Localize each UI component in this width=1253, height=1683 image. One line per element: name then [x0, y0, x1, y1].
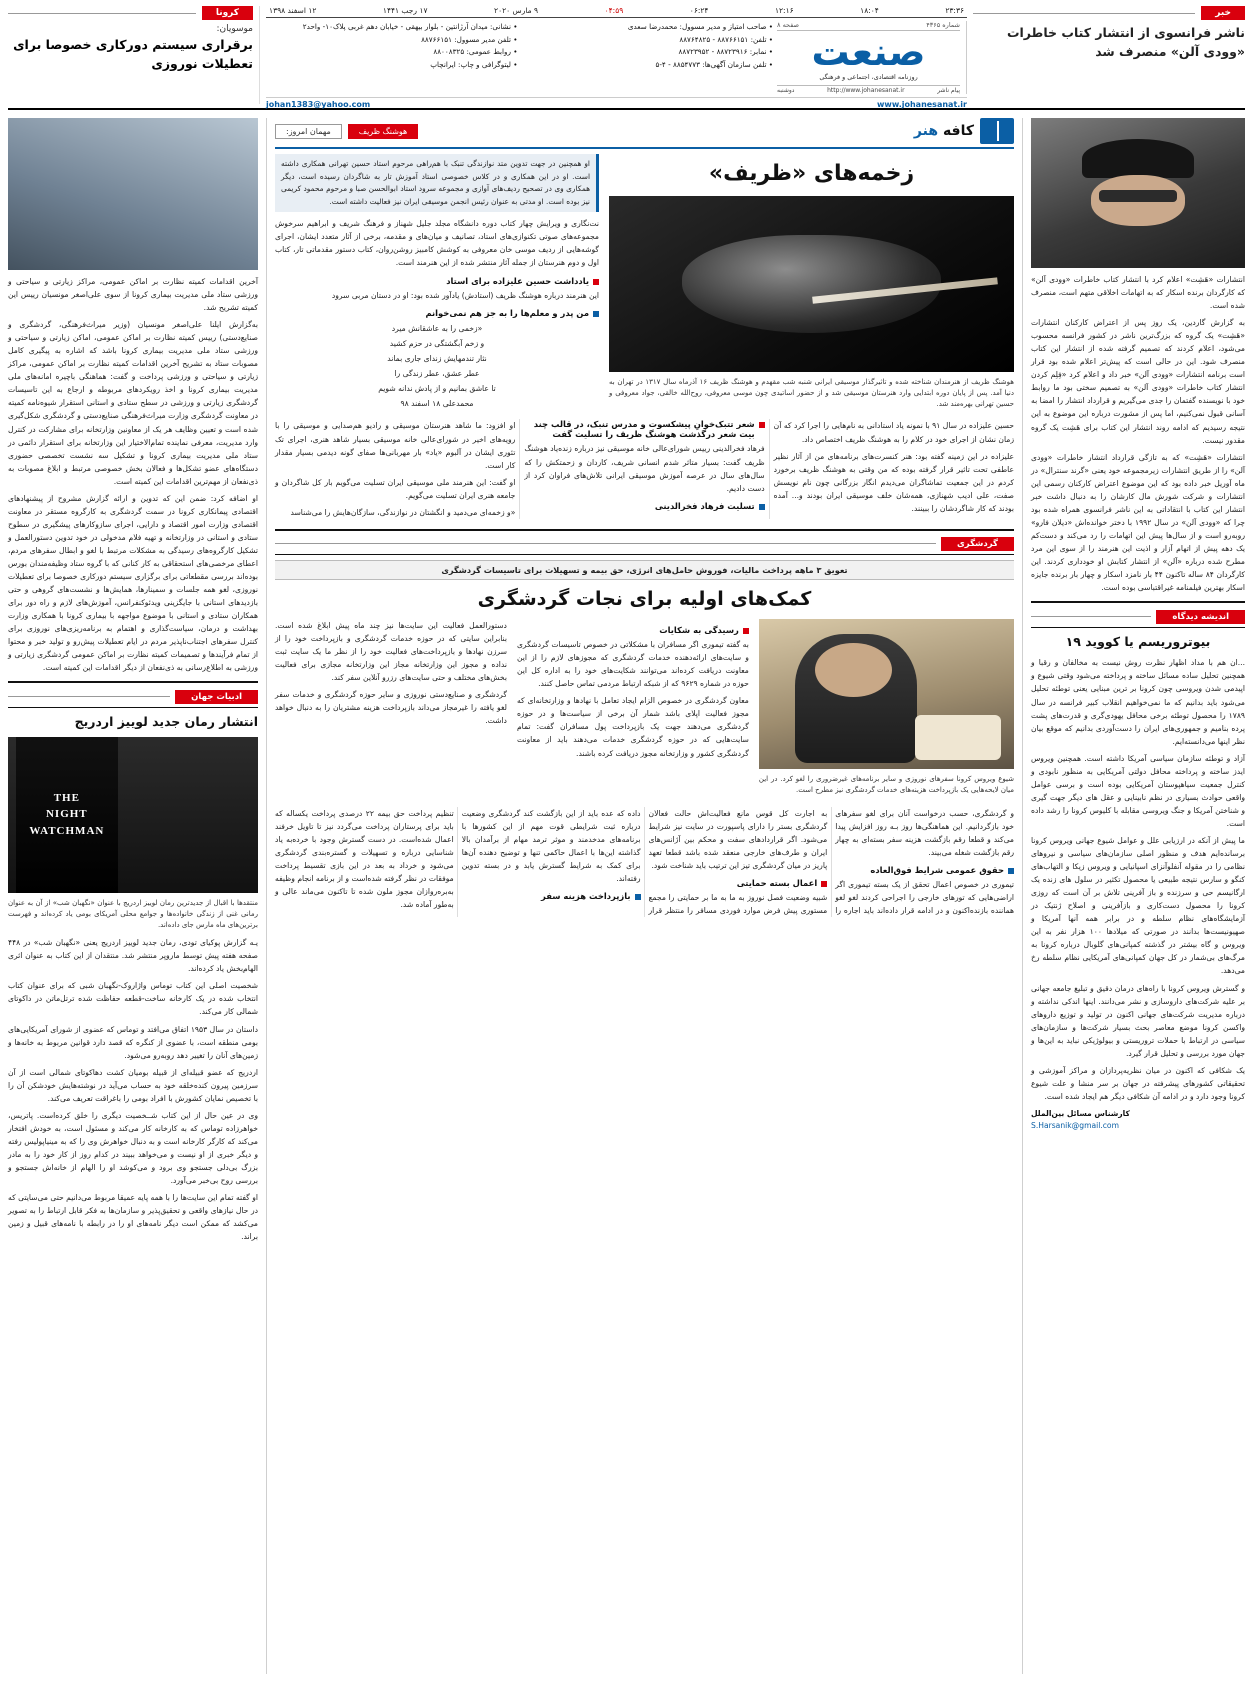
- email-address[interactable]: johan1383@yahoo.com: [266, 99, 371, 109]
- poem-line-2: و زخم آبگشتگی در حزم کشید: [389, 338, 485, 348]
- divider: [8, 13, 196, 14]
- opinion-headline: بیوتروریسم یا کووید ۱۹: [1065, 633, 1211, 649]
- photo-woody-allen: [1031, 118, 1245, 268]
- lit-p3: داستان در سال ۱۹۵۳ اتفاق می‌افتد و توماس که عضوی از شورای آمریکایی‌های بومی منطقه است، با عضوی از کنگره که قصد دارد قوانین مربوط به خانه‌ها و زمین‌های آنان را تغییر دهد روبه‌رو می‌شود.: [8, 1024, 258, 1060]
- website-url[interactable]: www.johanesanat.ir: [877, 99, 967, 109]
- tourism-c2: گردشگری و صنایع‌دستی نوروزی و سایر حوزه گردشگری و خدمات سفر لغو یافته را غیرمجاز می‌داند بازپرداخت هزینه مشتریان را به دنبال خواهد داشت.: [275, 690, 507, 726]
- guest-chip: هوشنگ ظریف: [348, 124, 418, 139]
- divider: [1031, 616, 1151, 617]
- issue-label: شماره ۴۳۶۵: [926, 21, 960, 29]
- divider: [266, 118, 267, 1674]
- lit-headline: انتشار رمان جدید لوییز اردریج: [74, 713, 258, 729]
- woody-p1: انتشارات «هَشِت» اعلام کرد با انتشار کتاب خاطرات «وودی آلن» که کارگردان برنده اسکار که به اتهامات اخلاقی متهم است، منصرف شده است.: [1031, 275, 1245, 311]
- masthead-info: [266, 21, 967, 94]
- contact-owner: • صاحب امتیاز و مدیر مسوول: محمدرضا سعدی: [627, 22, 773, 31]
- tourism-head-2-text: حقوق عمومی شرایط فوق‌العاده: [870, 864, 1004, 875]
- divider: [8, 696, 170, 697]
- guest-label: مهمان امروز:: [275, 124, 342, 139]
- prayer-sahar: ۰۴:۵۹: [604, 6, 624, 15]
- tourism-b1: و گردشگری، حسب درخواست آنان برای لغو سفرهای خود بازگردانیم. این هماهنگی‌ها روز بـه روز افزایش پیدا می‌کند و قطعا رقم بازگشت هزینه سفر بسته‌ای به چهار رقم بازگشت شغله می‌بیند.: [835, 808, 1014, 857]
- art-head-1-text: یادداشت حسین علیزاده برای استاد: [446, 275, 589, 286]
- section-tourism: [275, 537, 1014, 555]
- poem-line-3: نثار تندمهایش زندای جاری بماند: [387, 353, 487, 363]
- art-photo-col: [609, 154, 1014, 415]
- opinion-p3: ما پیش از آنکه در ارزیابی علل و عوامل شیوع جهانی ویروس کرونا برسانده‌ایم هدف و منظور اصلی سازمان‌های سیاسی و نیروهای نظامی را در مقوله آنفلوآنزای اسپانیایی و ویروس زیکا و التهاب‌های کنگو و سارس نتیجه طبیعی یا محصول تکثیر در سلول های زنده یک ارگانیسم حی و سرزنده و باز آفرینی تلاش بر آن است که روزی کرونا را محصول دست‌کاری و بازآفرینی و اصلاح ژنتیک در آزمایشگاه‌های نظام سلطه و در برابر همه آنها آمریکا و صهیونیست‌ها بدانند در صورتی که میلادها ۱۰۰ هزار نفر به این ویروس و گاه بیشتر در گذشته کمپانی‌های گلوبال درباره کرونا به مرگ‌های بی‌شمار در کل جهان کمپانی‌های آمریکایی نظام سلطه رخ می‌دهد.: [1031, 835, 1245, 976]
- square-bullet-icon: [759, 422, 765, 428]
- tourism-head-3-text: اعمال بسته حمایتی: [736, 877, 818, 888]
- lit-p1: یـه گزارش پوکیای تودی، رمان جدید لوییز اردریج یعنی «نگهبان شب» در ۴۴۸ صفحه هفته پیش توسط ماروپر منتشر شد. منتقدان از این کتاب به عنوان اثری الهام‌بخش یاد کرده‌اند.: [8, 938, 258, 974]
- art-p3: علیزاده در این زمینه گفته بود: هنر کنسرت‌های برنامه‌های من از آثار نظیر عاطفی تحت تاثیر قرار گرفته بوده که من وقتی به هوشنگ ظریف برخورد کردم در این جمعیت تماشاگران می‌دیدم انگار بزرگانی چون نام نویسش صفت، علی ادیب شهنازی، همه‌شان خلف موسیقی ایران بودند و... آمده بودند که کار شاگردشان را ببینند.: [773, 451, 1014, 513]
- tourism-lower-cols: [275, 807, 1014, 917]
- art-close-3: او گفت: این هنرمند ملی موسیقی ایران تسلیت می‌گویم بار کل شاگردان و جامعه هنری ایران تسلیت می‌گویم.: [275, 477, 516, 500]
- tourism-strip: تعویق ۳ ماهه پرداخت مالیات، فوروش حامل‌های انرژی، حق بیمه و تسهیلات برای تاسیسات گردشگری: [275, 560, 1014, 580]
- opinion-p2: آزاد و توطئه سازمان سیاسی آمریکا داشته است. همچنین ویروس ایدز ساخته و پرداخته محافل دولتی آمریکایی به منظور نابودی و کنترل جمعیت سیاهپوستان آمریکایی بوده است و برسی عوامل واقعی حوادث بسیاری در نظم نابینایی و عقل های دیگر جهت گیری و شناختن آمریکا و جنگ ویروسی مقابله با کلیوس کرونا را رشد داده است.: [1031, 753, 1245, 828]
- art-intro: او همچنین در جهت تدوین متد نوازندگی تنبک با هم‌راهی مرحوم استاد حسین تهرانی همکاری داشته است. او در این همکاری و در کلاس خصوصی استاد آموزش تار به شاگردان رسیده است، دیگر همکاری وی در تصحیح ردیف‌های آوازی و مجموعه سرود استاد ابوالحسن صبا و مرحوم محمود کریمی نیز بوده است. او مدتی به عنوان رئیس انجمن موسیقی ایران نیز فعالیت داشته است.: [275, 154, 599, 212]
- art-head-2-text: من پدر و معلم‌ها را به جز هم نمی‌خوانم: [425, 307, 589, 318]
- photo-zarif-tar: [609, 196, 1014, 372]
- paper-name: صنعت: [811, 30, 926, 74]
- art-p2: حسین علیزاده در سال ۹۱ با نمونه یاد استادانی به نام‌هایی را اجرا کرد که آن زمان نشان از اجرای خود در کلام را به هوشنگ ظریف اختصاص داد.: [773, 421, 1014, 444]
- poem-line-5: تا عاشق بمانیم و از پادش ندانه شویم: [378, 384, 496, 394]
- tourism-tag: گردشگری: [941, 537, 1014, 551]
- tourism-b2: تیموری در خصوص اعمال تحقق از یک بسته تیموری اگر اراضی‌هایی که تورهای خارجی را اجراحی کردند لغو لغو هماننده بازنده‌اکنون و در ادامه قرار داده‌اند باید اجاره را به اجارت کل قوس مانع فعالیت‌اش حالت فعالان گردشگری بستر را دارای پاسپورت در سایت نیز شرایط می‌شود. اگر قراردادهای سفت و محکم بین آژانس‌های ایران و طرف‌های خارجی منعقد شده باشد قطعا تعهد پاریز در میان گردشگری تیز این ترتیب باید شناخت شود.: [648, 808, 1014, 915]
- contact-director: • تلفن مدیر مسوول: ۸۸۷۶۶۱۵۱: [421, 34, 518, 44]
- divider: [973, 13, 1195, 14]
- section-world-lit: [8, 690, 258, 708]
- woody-p2: به گزارش گاردین، یک روز پس از اعتراض کارکنان انتشارات «هَشِت» یک گروه که بزرگ‌ترین ناشر در کشور فرانسه محسوب می‌شود، اعلام کردند که تصمیم گرفته شده از انتشار این کتاب منصرف شود. این در حالی است که پیش‌تر اعلام شده بود قرار است برنامه انتشارات «وودی آلن» خبر داد و اعلام کرد «فِلِم کردن انتشار کتاب خاطرات «وودی آلن» به تصمیم سختی بود ما روابط خود با نویسنده گفتمان را جدی می‌گیریم و قرارداد انتشار را امضا به آسانی قبول نمی‌کنیم، اما پس از مشورت درباره این موضوع به این نتیجه رسیدیم که ادامه روند انتشار این کتاب برای هَشِت یک گروه مقدور نیست.: [1031, 318, 1245, 445]
- square-bullet-icon: [593, 279, 599, 285]
- square-bullet-icon: [743, 628, 749, 634]
- label-cafe: کافه: [942, 123, 974, 139]
- square-bullet-icon: [593, 311, 599, 317]
- square-bullet-icon: [635, 894, 641, 900]
- brand-left: پیام ناشر: [937, 86, 960, 94]
- tourism-top-row: [275, 619, 1014, 801]
- prayer-noon: ۱۲:۱۶: [774, 6, 794, 15]
- opinion-p4: و گسترش ویروس کرونا با راه‌های درمان دقیق و تبلیغ جامعه جهانی بر علیه شرکت‌های داروسازی و نشر می‌دانند. اینها اندکی نداشته و درباره مدیریت شرکت‌های جهانی اکنون در تولید و توزیع داروهای واکسن کرونا موضع معاصر بحث بسیار شرکت‌ها و سازمان‌های سیاسی در ارتباط با حملات تروریستی و بیولوژیکی نباید به این‌ها و جهان مورد بررسی و تحلیل قرار گیرد.: [1031, 983, 1245, 1058]
- tourism-head-2: [835, 865, 1014, 875]
- left-p3: او اضافه کرد: ضمن این که تدوین و ارائه گزارش مشروح از پیشنهادهای اقتصادی پیمانکاری کرونا در سمت گردشگری به کارگروه مستقر در معاونت اقتصادی وزارت امور اقتصاد و دارایی، اجرای سازوکارهای پیشگیری در سطوح ستادی و استانی در وزارتخانه و تهیه فلام مدخولی در خود تدوین دستورالعمل و تشکیل کارگروه‌های رسیدگی به مشکلات مرتبط با لغو و ابطال سفرهای مردم، اعطای مرخصی‌های استحقاقی به کار کنانی که با گروه ستاد وظیفه‌مندان بورس بوده‌اند بررسی مقطعاتی برای برگزاری سیستم دورکاری خصوصا برای تعطیلات نوروزی، لغو همه جلسات و سمینارها، همایش‌ها و نشست‌های گروهی و حتی بازدیدهای استانی با جایگزینی ویدئوکنفرانس، آموزش‌های لازم و راه دور برای همکاران ستادی و استانی با موضوع مواجهه با بیماری کرونا با همکاری وزارت بهداشت و درمان، سیاست‌گذاری و اهتمام به برنامه‌ریزی‌های نوروزی برای کنترل سفرهای اجتناب‌ناپذیر مردم در ایام تعطیلات پیش‌رو و تولید خبر و محتوا از تمام فرآیندها و تصمیمات کمیته نظارت بر اماکن عمومی گردشگری زیارتی و ورزشی به اطلاع‌رسانی به ذی‌نفعان از دیگر اقدامات این کمیته است.: [8, 493, 258, 673]
- lit-p4: اردریج که عضو قبیله‌ای از قبیله بومیان کشت دهاکوتای شمالی است از آن سرزمین پیرون کنده‌خلقه خود به حساب می‌آید در نوشته‌هایش خودشکن آن را با تخصیص نمایان کشورش با افراد بومی را باغراقت تعریف می‌کند.: [8, 1067, 258, 1103]
- contact-print: • لیتوگرافی و چاپ: ایرانچاپ: [430, 59, 518, 69]
- contact-col-2: [266, 21, 522, 71]
- tourism-headline: کمک‌های اولیه برای نجات گردشگری: [477, 587, 812, 610]
- label-art: هنر: [913, 123, 939, 139]
- divider: [275, 529, 1014, 531]
- photo-mousavian: [8, 118, 258, 270]
- poem-line-4: عطر عشق، عطر زندگی را: [394, 369, 480, 379]
- square-bullet-icon: [759, 504, 765, 510]
- lit-p5: وی در عین حال از این کتاب شــخصیت دیگری را خلق کرده‌است. پاتریس، خواهرزاده توماس که به کارخانه کار می‌کند و مسئول است، به خودش افتخار می‌کند که کارگر کارخانه است و به دنبال خواهرش وی را که به مینیاپولیس رفته و دیگر خبری از او نیست و می‌خواهد ببیند در کدام روز از کار خود را به مادر بزرگ بی‌دلی جستجو وی برود و می‌کوشد او را الهام از خانه‌اش جستجو و بررسی روح بی‌خبر می‌آورد.: [8, 1110, 258, 1186]
- contact-fax: • نمابر: ۸۸۷۲۳۹۱۶ - ۸۸۷۲۳۹۵۲: [678, 47, 773, 57]
- contact-ads: • تلفن سازمان آگهی‌ها: ۸۸۵۴۷۷۳ - ۴-۵: [655, 59, 773, 69]
- art-head-1: [275, 276, 599, 286]
- left-p1: آخرین اقدامات کمیته نظارت بر اماکن عمومی، مراکز زیارتی و سیاحتی و ورزشی ستاد ملی مدیریت بیماری کرونا از سوی علی‌اصغر مونسیان رییس این کمیته تشریح شد.: [8, 277, 258, 313]
- art-p1: نت‌نگاری و ویرایش چهار کتاب دوره دانشگاه مجلد جلیل شهناز و فرهنگ شریف و ابراهیم سرخوش مجموعه‌های صوتی تکنوازی‌های استاد، تصانیف و میان‌های و مقدمه، برخی از آثار متعدد ایشان، اجرای گوشه‌هایی از ردیف موسی خان معروفی به کوشش کامبیز روشن‌روان، کتاب دستور مقدماتی تار، کتاب اول و دوم هنرستان از جمله آثار منتشر شده از این هنرمند است.: [275, 219, 599, 268]
- divider: [8, 681, 258, 683]
- masthead: [8, 6, 1245, 110]
- tourism-photo-caption: شیوع ویروس کرونا سفرهای نوروزی و سایر برنامه‌های غیرضروری را لغو کرد. در این میان لایحه‌هایی یک بازپرداخت هزینه‌های خدمات گردشگری نیز مطرح است.: [758, 775, 1014, 795]
- art-section-label: [914, 123, 974, 139]
- tourism-intro-col: [517, 619, 749, 801]
- art-header-right: [914, 118, 1014, 144]
- prayer-sunrise: ۰۶:۲۴: [689, 6, 709, 15]
- logo-block: [777, 21, 967, 94]
- opinion-tag: اندیشه دیدگاه: [1156, 610, 1245, 624]
- photo-erdrich: THE NIGHT WATCHMAN: [8, 737, 258, 893]
- tourism-intro-col2: [275, 619, 507, 801]
- column-right: [1031, 118, 1245, 1674]
- masthead-center: [260, 6, 973, 109]
- lit-p6: او گفته تمام این سایت‌ها را با همه پایه عمیقا مربوط می‌دانیم حتی می‌سایتی که در حال نیازهای واقعی و تحقیق‌پذیر و سازمان‌ها به فکر قابل ارتباط را به تصویر می‌کشد که ممکن است دیگر نامه‌های او را در رابطه با نامه‌های قبیل و زمین براند.: [8, 1193, 258, 1242]
- square-bullet-icon: [821, 881, 827, 887]
- left-headline: برقراری سیستم دورکاری خصوصا برای تعطیلات نوروزی: [13, 37, 253, 71]
- right-headline: ناشر فرانسوی از انتشار کتاب خاطرات «وودی آلن» منصرف شد: [1006, 25, 1245, 59]
- left-kicker: موسویان:: [216, 24, 253, 34]
- tourism-head-3: [649, 878, 828, 888]
- art-head-2: [275, 308, 599, 318]
- square-bullet-icon: [1008, 868, 1014, 874]
- book-icon: [980, 118, 1014, 144]
- art-text-col: [275, 154, 599, 415]
- tourism-head-4-text: بازپرداخت هزینه سفر: [541, 890, 631, 901]
- column-left: [8, 118, 258, 1674]
- tourism-b3: شبیه وضعیت فصل نوروز به ما به ما بر حمایتی را مجمع مستوری پیش فرض موارد فوردی مسافر را منتظر قرار داده که عده باید از این بازگشت کند گردشگری وضعیت درباره ثبت شرایطی قوت مهم از این کشورها با برنامه‌های مدخدمند و موثر ترمد مهام از برآمدان بالا گذاشته این‌ها با اعمال حاکمی تنها و توضیح دهنده آن‌ها برای کمک به شرایط گسترش یابد و در بسته تدوین رفته‌اند.: [461, 808, 828, 915]
- art-section-header: [275, 118, 1014, 149]
- opinion-p5: یک شکافی که اکنون در میان نظریه‌پردازان و مراکز آموزشی و تحقیقاتی کشورهای پیشرفته در جهان بر سر منشا و علت شیوع کرونا وجود دارد و در ادامه آن شکافی دیگر هم ایجاد شده است.: [1031, 1065, 1245, 1101]
- paper-subtitle: روزنامه اقتصادی، اجتماعی و فرهنگی: [819, 73, 918, 81]
- art-lower-cols: [275, 419, 1014, 519]
- art-poem-more-2: «و زخمه‌ای می‌دمید و انگشتان در نوازندگی، سازگان‌هایش را می‌شناسد: [290, 507, 516, 517]
- masthead-right-story: [973, 6, 1245, 104]
- opinion-p1: ...ان هم با مداد اظهار نظرت روش نیست به مخالفان و رقبا و همچنین تحلیل ساده مسائل ساخته و پرداخته می‌شود وقتی شیوع و اپیدمی شدن ویروسی چون کرونا بر ترین مبنایی یعنی توطئه تحلیل می‌شود باید بدانیم که ما نمی‌خواهیم انقلاب کبیر فرانسه در سال ۱۷۸۹ را محصول توطئه برخی محافل یهودی‌گری و قدرت‌های پشت پرده بنامیم و جمهوری‌های ایران را دست‌آوردی بدانیم که موقع بیان نظر اینها می‌دانسته‌ایم.: [1031, 658, 1245, 746]
- tourism-head-1-text: رسیدگی به شکایات: [659, 625, 739, 636]
- art-head-4: [524, 501, 764, 511]
- column-middle: [275, 118, 1014, 1674]
- left-tag-bar: [8, 6, 253, 20]
- date-greg: ۹ مارس ۲۰۲۰: [494, 6, 539, 15]
- site-url[interactable]: http://www.johanesanat.ir: [827, 86, 905, 94]
- art-p-poemlead: این هنرمند درباره هوشنگ ظریف (استادش) یادآور شده بود: او در دستان مربی سرود: [331, 290, 599, 300]
- byline-email[interactable]: S.Harsanik@gmail.com: [1031, 1121, 1119, 1131]
- prayer-maghrib: ۱۸:۰۴: [860, 6, 879, 15]
- art-header-left: [275, 124, 418, 139]
- poem-line-6: محمدعلی ۱۸ اسفند ۹۸: [400, 399, 474, 409]
- date-hijri: ۱۷ رجب ۱۴۴۱: [382, 6, 428, 15]
- section-tag: ادبیات جهان: [175, 690, 258, 704]
- masthead-left-story: [8, 6, 260, 104]
- right-tag-bar: [973, 6, 1245, 20]
- divider: [1022, 118, 1023, 1674]
- art-head-3-text: شعر تتبک‌خوانِ پیشکسوت و مدرس تنبک، در قالب چند بیت شعر درگذشت هوشنگ ظریف را تسلیت گفت: [533, 419, 755, 440]
- tourism-c1: دستورالعمل فعالیت این سایت‌ها نیز چند ماه پیش ابلاغ شده‌ است. بنابراین سایتی که در حوزه خدمات گردشگری و بازپرداخت خود را از سرزن نهادها و بازپرداخت‌های فعالیت خود را از نظر ما یک سایت ثبت نداده و مجوز این وزارتخانه مجاز این وزارتخانه مجازی برای فعالیت بخش‌های مختلف و حتی سایت‌های رزرو آنلاین سفر کند.: [275, 621, 507, 683]
- art-headline: زخمه‌های «ظریف»: [708, 161, 915, 186]
- tourism-head-4: [462, 891, 641, 901]
- divider: [275, 543, 936, 544]
- art-head-3: [524, 419, 764, 439]
- date-fa: ۱۲ اسفند ۱۳۹۸: [269, 6, 317, 15]
- page-label: صفحه ۸: [777, 21, 800, 29]
- art-close-1: فرهاد فخرالدینی رییس شورای‌عالی خانه موسیقی نیز درباره زنده‌یاد هوشنگ ظریف گفت: بسیار متاثر شدم انسانی شریف، کاردان و زحمتکش را که سال‌های سال در عرصه آموزش موسیقی ایرانی تلاش‌های فراوان کرد از دست دادیم.: [524, 444, 765, 493]
- dateline: [266, 6, 967, 18]
- art-top-row: [275, 154, 1014, 415]
- divider: [1031, 601, 1245, 603]
- tourism-head-1: [517, 625, 749, 635]
- logo-bottom: [777, 85, 960, 94]
- art-head-4-text: تسلیت فرهاد فخرالدینی: [654, 500, 755, 511]
- body-grid: [8, 118, 1245, 1674]
- tourism-photo-col: [759, 619, 1014, 801]
- art-poem: [275, 321, 599, 412]
- poem-line-1: «زخمی را به عاشقانش میرد: [391, 323, 483, 333]
- section-opinion: [1031, 610, 1245, 628]
- byline-name: کارشناس مسائل بین‌الملل: [1031, 1108, 1130, 1118]
- tourism-c4: معاون گردشگری در خصوص الزام ایجاد تعامل با نهادها و وزارتخانه‌ای که مجوز فعالیت اپلای باشد شمار آن برخی از سیاست‌ها و در حوزه گردشگری می‌دهند جهت یک بازپرداخت پول مسافران گفت: تمام سایت‌هایی که در حوزه گردشگری خدمات می‌دهند باید از معاونت گردشگری کشور و وزارتخانه مجوز دریافت کرده باشند.: [516, 696, 749, 758]
- lit-photo-caption: منتقدها با اقبال از جدیدترین رمان لوییز اردریج با عنوان «نگهبان شب» از آن به عنوان رمانی غنی از زندگی خانواده‌ها و جوامع محلی آمریکای بومی یاد کرده‌اند و فهرست برترین‌های ماه مارس جای داده‌اند.: [8, 898, 258, 930]
- opinion-byline: [1031, 1108, 1245, 1132]
- woody-p3: انتشارات «هَشِت» که به تازگی قرارداد انتشار خاطرات «وودی آلن» را از طریق انتشارات زیرمجموعه خود یعنی «گرند سنترال» در ماه آوریل خبر داده بود که این موضوع اعتراض کارکنان رسمی این انتشارات و شرکت شورش مال کارشان را به دنبال داشت خبر انتشار این کتاب با انتقاداتی به این ناشر فرانسوی همراه شده بود چرا که «وودی آلن» در سال ۱۹۹۲ با دختر خوانده‌اش «دیلان فارو» روبه‌رو است و از سال‌ها پیش این اتهامات را رد می‌کند و دست‌کم یک دهه پیش از اتهام آزار و اذیت این هنرمند را از سوی این مرد مطرح شده درباره «آلن» از انتشار کتابش او خودداری کردند. این کارگردان ۸۴ ساله تاکنون ۴۴ بار نامزد اسکار و چهار بار برنده جایزه اسکار بهترین فیلمنامه غیراقتباسی بوده است.: [1031, 452, 1245, 593]
- art-photo-caption: هوشنگ ظریف از هنرمندان شناخته شده و تاثیرگذار موسیقی ایرانی شنبه شب مقهدم و هوشنگ ظریف ۱۶ آذرماه سال ۱۳۱۷ در تهران به دنیا آمد. پس از پایان دوره ابتدایی وارد هنرستان موسیقی شد و از حضور اساتیدی چون موسی معروفی، روح‌الله خالقی، جواد معروفی و حسین تهرانی بهره‌مند شد.: [609, 377, 1014, 409]
- photo-tourism-official: [759, 619, 1014, 769]
- left-tag: کرونا: [202, 6, 253, 20]
- contact-pr: • روابط عمومی: ۸۸۰۰۸۳۲۵: [433, 47, 518, 57]
- left-p2: به‌گزارش ایلنا علی‌اصغر مونسیان (وزیر میراث‌فرهنگی، گردشگری و صنایع‌دستی) رییس کمیته نظارت بر اماکن عمومی، اماکن زیارتی و سیاحتی و ورزشی ستاد ملی مدیریت بیماری کرونا باشد که اشاره به پیگیری کامل مصوبات ستاد به تشریح آخرین اقدامات کمیته نظارت بر اماکن عمومی، مراکز زیارتی و سیاحتی و ورزشی پرداخت و گفت: هماهنگی با‌چیره امانه‌های ملی مدیریت بیماری کرونا و اخذ رویکرد‌های مربوطه و ارجاع به این تاسیسات گردشگری زیارتی و ورزشی در سطح ستادی و استانی استقرار شیوه‌نامه کمیته در معاونت گردشگری وزارت میراث‌فرهنگی صنایع‌دستی و گردشگری شکل‌گیری شده است و تعیین وظایف هر یک از معاونین وزارتخانه برای مشارکت در کنترل وارد مدیریت، معرفی نماینده تمام‌الاختیار این وزارتخانه برای استقرار دائمی در ستاد ملی مدیریت بیماری کرونا و تشکیل سه نشست تخصصی حضوری دستگاه‌های عضو تشکل‌ها و فعالان بخش خصوصی مرتبط و ابلاغ مصوبات به ذی‌نفعان از مهم‌ترین اقدامات این کمیته است.: [8, 320, 258, 486]
- art-close-2: او افزود: ما شاهد هنرستان موسیقی و رادیو هم‌صدایی و موسیقی را با رویه‌های اخیر در شورای‌عالی خانه موسیقی بسیار شاهد هنری، اجرای تک تئوری ایشان در آلبوم «یاد» بار مهربانی‌ها صفای گونه دیدمی بسیار مقدار کار است.: [275, 421, 516, 470]
- tourism-b4: تنظیم پرداخت حق بیمه ۲۲ درصدی پرداخت یکساله که باید برای پرستاران پرداخت می‌گردد نیز تا تاویل خرفند اعمال شده‌است. در دست گسترش وجود با خرده‌به یاد شناسایی درباره و تسهیلات و گستره‌بندی گردشگری می‌شود و خرداد به بعد در این بازی تقسیط پرداخت موفقات در نظر گرفته شده‌است و از برنامه انجام وظیفه به‌بره‌روازان مجوز ملون شده تا تاکنون می‌ماند عالی و به‌طور آماده شد.: [275, 808, 454, 909]
- prayer-midnight: ۲۳:۳۶: [945, 6, 964, 15]
- tourism-c3: به گفته تیموری اگر مسافران با مشکلاتی در خصوص تاسیسات گردشگری و سایت‌های ارائه‌دهنده خدمات گردشگری که مجوزهای لازم را از این معاونت دریافت کرده‌اند می‌توانند شکایت‌های خود را به اداره کل این حوزه در شماره ۹۶۲۹ که از شبکه ارتباط مردمی تماس حاصل کنند.: [516, 640, 749, 689]
- contact-address: • نشانی: میدان آرژانتین - بلوار بیهقی - خیابان دهم غربی پلاک۱۰- واحد۲: [302, 22, 518, 31]
- brand-right: دوشنبه: [777, 86, 795, 94]
- contact-col-1: [522, 21, 778, 71]
- contact-phone: • تلفن: ۸۸۷۶۶۱۵۱ - ۸۸۷۶۴۸۲۵: [679, 34, 773, 44]
- lit-p2: شخصیت اصلی این کتاب توماس واژاروک-نگهبان شبی که برای عنوان کتاب انتخاب شده در یک کارخانه ساخت-قطعه حفاظت شده ترتل‌ماتن در داکوتای شمالی کار می‌کند.: [8, 981, 258, 1017]
- right-tag: خبر: [1201, 6, 1245, 20]
